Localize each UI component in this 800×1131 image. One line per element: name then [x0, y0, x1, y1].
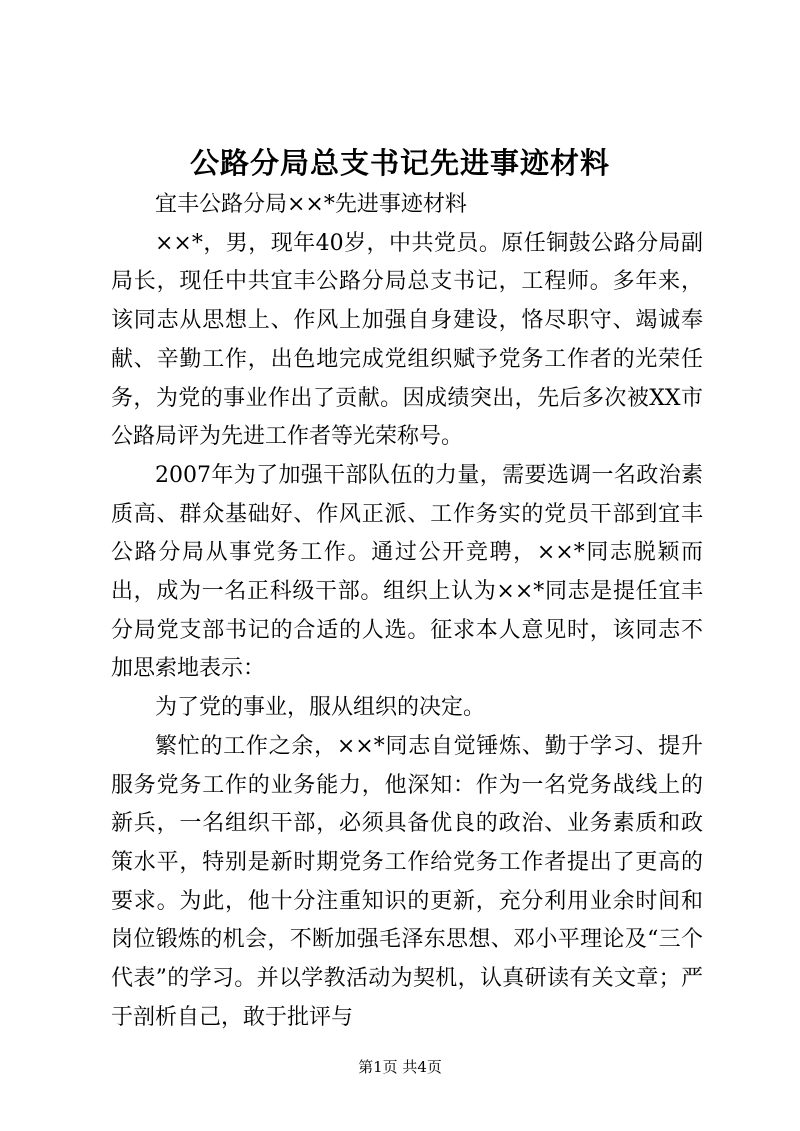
paragraph: ××*，男，现年40岁，中共党员。原任铜鼓公路分局副局长，现任中共宜丰公路分局总支书记，工程师。多年来，该同志从思想上、作风上加强自身建设，恪尽职守、竭诚奉献、辛勤工作，出色地完成党组织赋予党务工作者的光荣任务，为党的事业作出了贡献。因成绩突出，先后多次被XX市公路局评为先进工作者等光荣称号。	[111, 230, 703, 450]
document-body	[111, 186, 703, 1037]
document-title: 公路分局总支书记先进事迹材料	[189, 146, 610, 180]
paragraph-subtitle: 宜丰公路分局××*先进事迹材料	[155, 192, 467, 217]
paragraph: 繁忙的工作之余，××*同志自觉锤炼、勤于学习、提升服务党务工作的业务能力，他深知：作为一名党务战线上的新兵，一名组织干部，必须具备优良的政治、业务素质和政策水平，特别是新时期党务工作给党务工作者提出了更高的要求。为此，他十分注重知识的更新，充分利用业余时间和岗位锻炼的机会，不断加强毛泽东思想、邓小平理论及“三个代表”的学习。并以学教活动为契机，认真研读有关文章；严于剖析自己，敢于批评与	[111, 733, 703, 1030]
paragraph: 2007年为了加强干部队伍的力量，需要选调一名政治素质高、群众基础好、作风正派、工作务实的党员干部到宜丰公路分局从事党务工作。通过公开竞聘，××*同志脱颖而出，成为一名正科级干部。组织上认为××*同志是提任宜丰分局党支部书记的合适的人选。征求本人意见时，该同志不加思索地表示：	[111, 462, 703, 682]
page-number-footer: 第1页 共4页	[358, 1058, 442, 1076]
paragraph: 为了党的事业，服从组织的决定。	[155, 695, 486, 721]
